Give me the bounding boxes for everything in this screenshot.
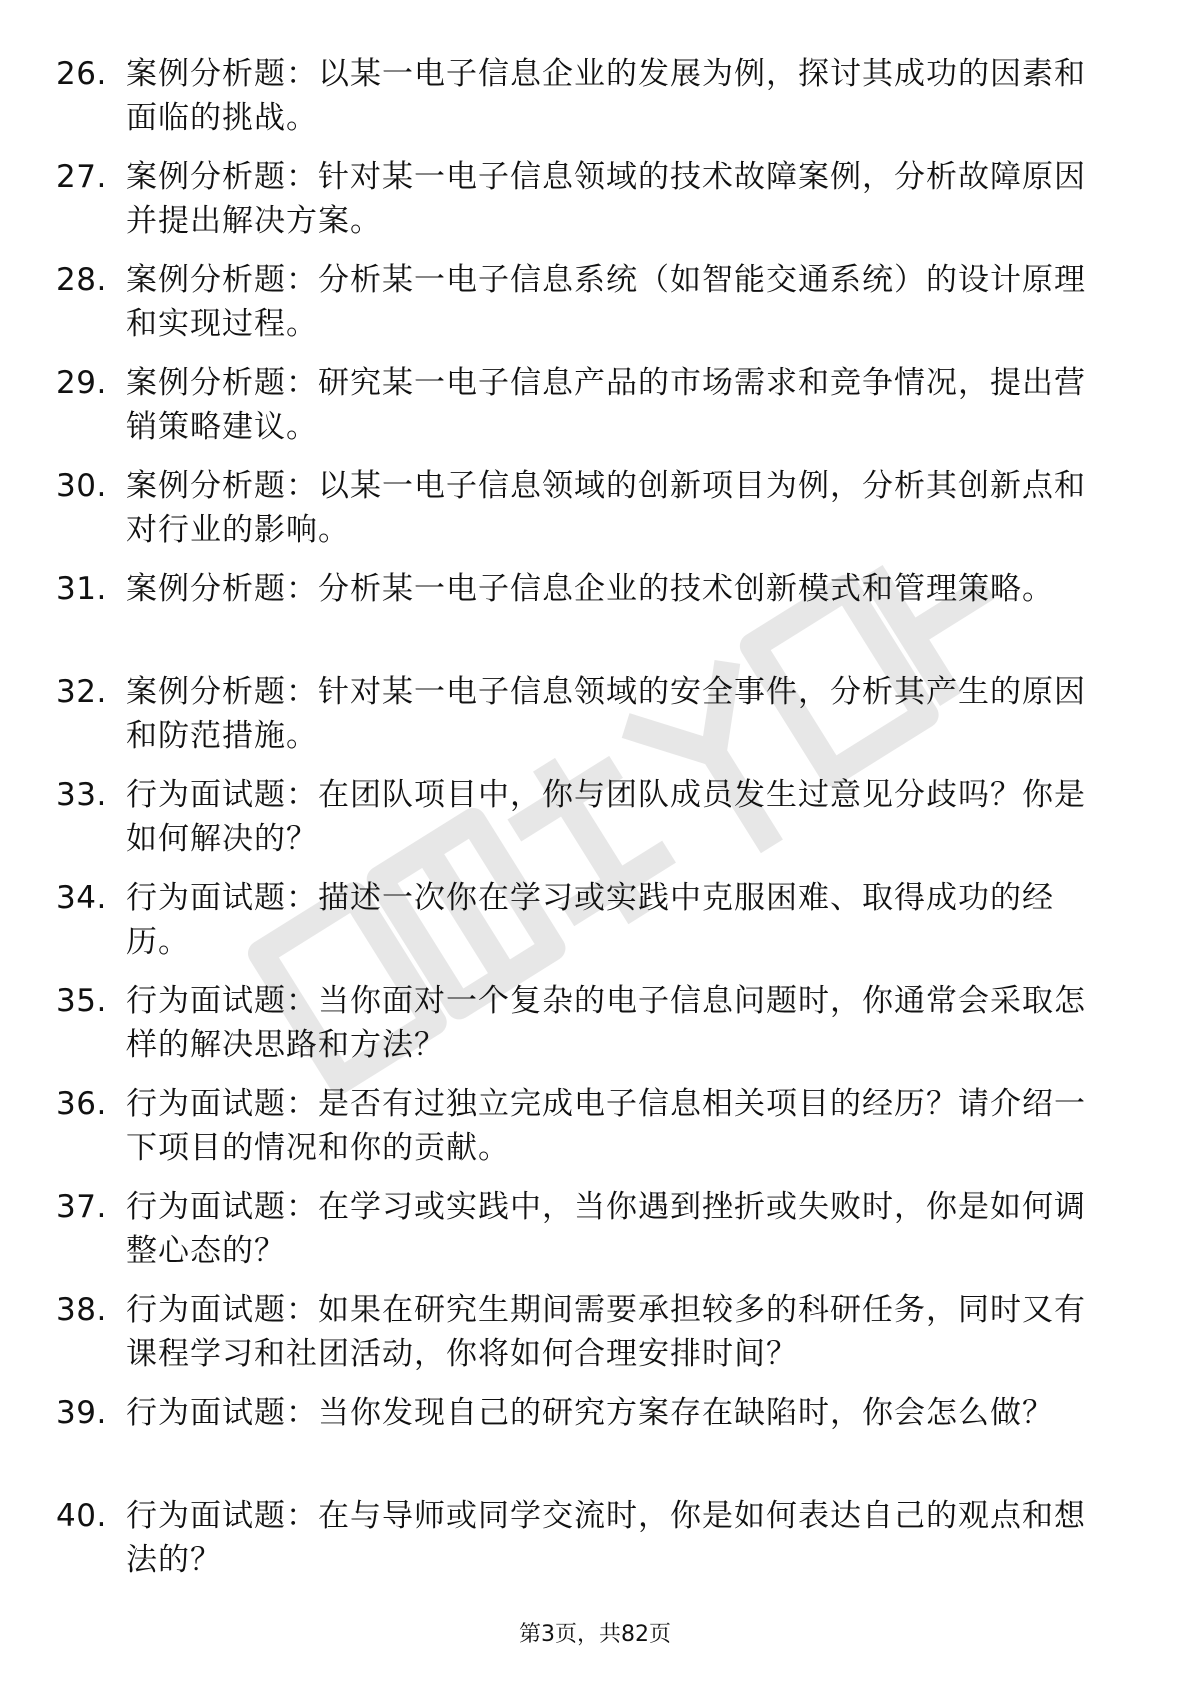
question-number: 32. bbox=[56, 674, 107, 710]
question-text: 行为面试题：是否有过独立完成电子信息相关项目的经历？请介绍一下项目的情况和你的贡献。 bbox=[126, 1086, 1086, 1166]
question-number: 34. bbox=[56, 880, 107, 916]
list-item bbox=[56, 1082, 1116, 1185]
list-item bbox=[56, 258, 1116, 361]
question-number: 31. bbox=[56, 571, 107, 607]
list-item bbox=[56, 876, 1116, 979]
list-item bbox=[56, 1185, 1116, 1288]
question-text: 行为面试题：描述一次你在学习或实践中克服困难、取得成功的经历。 bbox=[126, 880, 1054, 960]
question-text: 案例分析题：分析某一电子信息系统（如智能交通系统）的设计原理和实现过程。 bbox=[126, 262, 1086, 342]
list-item bbox=[56, 567, 1116, 670]
list-item bbox=[56, 361, 1116, 464]
question-text: 案例分析题：分析某一电子信息企业的技术创新模式和管理策略。 bbox=[126, 571, 1054, 607]
question-number: 30. bbox=[56, 468, 107, 504]
question-text: 案例分析题：研究某一电子信息产品的市场需求和竞争情况，提出营销策略建议。 bbox=[126, 365, 1086, 445]
question-text: 案例分析题：针对某一电子信息领域的安全事件，分析其产生的原因和防范措施。 bbox=[126, 674, 1086, 754]
question-text: 行为面试题：当你面对一个复杂的电子信息问题时，你通常会采取怎样的解决思路和方法？ bbox=[126, 983, 1086, 1063]
question-text: 行为面试题：在与导师或同学交流时，你是如何表达自己的观点和想法的？ bbox=[126, 1498, 1086, 1578]
list-item bbox=[56, 773, 1116, 876]
question-text: 案例分析题：以某一电子信息领域的创新项目为例，分析其创新点和对行业的影响。 bbox=[126, 468, 1086, 548]
question-number: 29. bbox=[56, 365, 107, 401]
question-number: 35. bbox=[56, 983, 107, 1019]
question-number: 27. bbox=[56, 159, 107, 195]
page-number: 第3页，共82页 bbox=[519, 1622, 671, 1647]
question-text: 行为面试题：在学习或实践中，当你遇到挫折或失败时，你是如何调整心态的？ bbox=[126, 1189, 1086, 1269]
question-text: 案例分析题：针对某一电子信息领域的技术故障案例，分析故障原因并提出解决方案。 bbox=[126, 159, 1086, 239]
list-item bbox=[56, 979, 1116, 1082]
question-number: 39. bbox=[56, 1395, 107, 1431]
list-item bbox=[56, 52, 1116, 155]
list-item bbox=[56, 1494, 1116, 1597]
question-list bbox=[56, 52, 1116, 1597]
list-item bbox=[56, 1288, 1116, 1391]
list-item bbox=[56, 670, 1116, 773]
question-text: 案例分析题：以某一电子信息企业的发展为例，探讨其成功的因素和面临的挑战。 bbox=[126, 56, 1086, 136]
question-text: 行为面试题：如果在研究生期间需要承担较多的科研任务，同时又有课程学习和社团活动，你将如何合理安排时间？ bbox=[126, 1292, 1086, 1372]
list-item bbox=[56, 155, 1116, 258]
question-number: 36. bbox=[56, 1086, 107, 1122]
list-item bbox=[56, 464, 1116, 567]
question-number: 26. bbox=[56, 56, 107, 92]
question-number: 40. bbox=[56, 1498, 107, 1534]
question-text: 行为面试题：当你发现自己的研究方案存在缺陷时，你会怎么做？ bbox=[126, 1395, 1054, 1431]
question-number: 33. bbox=[56, 777, 107, 813]
question-text: 行为面试题：在团队项目中，你与团队成员发生过意见分歧吗？你是如何解决的？ bbox=[126, 777, 1086, 857]
question-number: 28. bbox=[56, 262, 107, 298]
question-number: 38. bbox=[56, 1292, 107, 1328]
list-item bbox=[56, 1391, 1116, 1494]
question-number: 37. bbox=[56, 1189, 107, 1225]
